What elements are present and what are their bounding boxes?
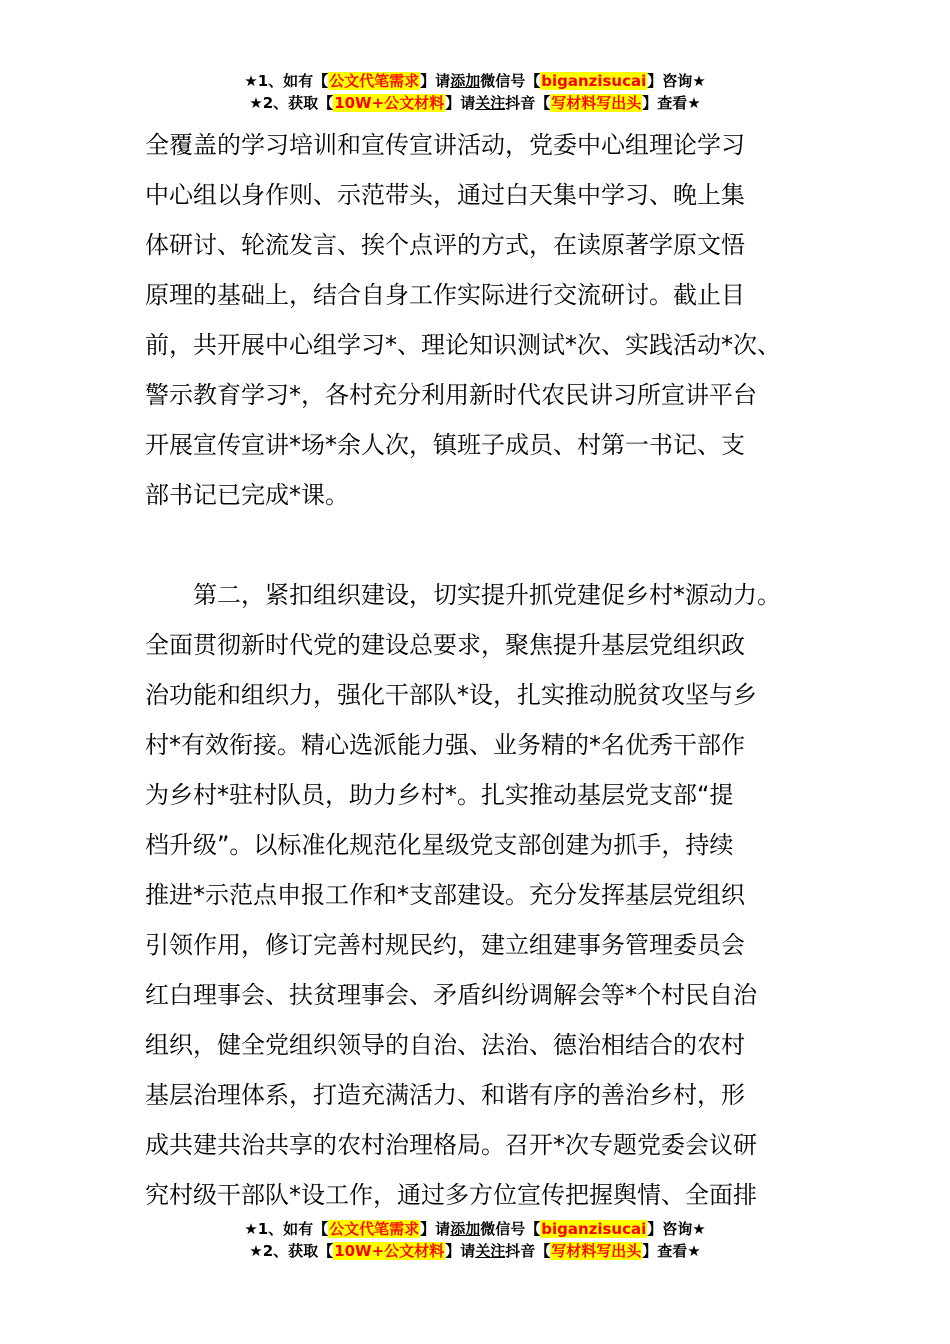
text-line: 红白理事会、扶贫理事会、矛盾纠纷调解会等*个村民自治	[145, 981, 757, 1009]
banner-highlight: 10W+公文材料	[334, 1242, 445, 1260]
text-line: 档升级”。以标准化规范化星级党支部创建为抓手，持续	[145, 831, 734, 859]
text-line: 引领作用，修订完善村规民约，建立组建事务管理委员会	[145, 931, 745, 959]
paragraph-2	[145, 570, 825, 1220]
banner-text: ★2、获取【	[249, 94, 334, 112]
banner-text: 】请	[420, 72, 451, 90]
banner-line-1	[0, 70, 950, 92]
banner-text: 】查看★	[642, 1242, 701, 1260]
banner-highlight: 写材料写出头	[551, 1242, 642, 1260]
banner-underlined: 添加	[450, 1220, 481, 1238]
banner-text: 微信号【	[480, 72, 541, 90]
banner-line-2	[0, 1240, 950, 1262]
banner-text: 抖音【	[505, 94, 551, 112]
text-line: 究村级干部队*设工作，通过多方位宣传把握舆情、全面排	[145, 1181, 757, 1209]
text-line: 全面贯彻新时代党的建设总要求，聚焦提升基层党组织政	[145, 631, 745, 659]
text-line: 警示教育学习*，各村充分利用新时代农民讲习所宣讲平台	[145, 381, 757, 409]
text-line: 基层治理体系，打造充满活力、和谐有序的善治乡村，形	[145, 1081, 745, 1109]
banner-underlined: 关注	[475, 1242, 506, 1260]
footer-banner	[0, 1218, 950, 1262]
banner-text: ★1、如有【	[244, 72, 329, 90]
text-line: 推进*示范点申报工作和*支部建设。充分发挥基层党组织	[145, 881, 745, 909]
text-line: 成共建共治共享的农村治理格局。召开*次专题党委会议研	[145, 1131, 757, 1159]
text-line: 为乡村*驻村队员，助力乡村*。扎实推动基层党支部“提	[145, 781, 734, 809]
text-line: 村*有效衔接。精心选派能力强、业务精的*名优秀干部作	[145, 731, 745, 759]
text-line: 组织，健全党组织领导的自治、法治、德治相结合的农村	[145, 1031, 745, 1059]
banner-text: 】咨询★	[647, 72, 706, 90]
text-line: 中心组以身作则、示范带头，通过白天集中学习、晚上集	[145, 181, 745, 209]
text-line: 开展宣传宣讲*场*余人次，镇班子成员、村第一书记、支	[145, 431, 745, 459]
text-line: 原理的基础上，结合自身工作实际进行交流研讨。截止目	[145, 281, 745, 309]
paragraph-1	[145, 120, 825, 520]
banner-highlight: biganzisucai	[541, 1220, 647, 1238]
banner-text: 】查看★	[642, 94, 701, 112]
banner-text: 微信号【	[480, 1220, 541, 1238]
banner-text: 】请	[420, 1220, 451, 1238]
banner-highlight: biganzisucai	[541, 72, 647, 90]
text-line: 体研讨、轮流发言、挨个点评的方式，在读原著学原文悟	[145, 231, 745, 259]
banner-highlight: 公文代笔需求	[329, 1220, 420, 1238]
header-banner	[0, 70, 950, 114]
banner-underlined: 添加	[450, 72, 481, 90]
text-line: 部书记已完成*课。	[145, 481, 349, 509]
banner-text: ★2、获取【	[249, 1242, 334, 1260]
banner-highlight: 写材料写出头	[551, 94, 642, 112]
banner-highlight: 10W+公文材料	[334, 94, 445, 112]
banner-text: 】请	[445, 94, 476, 112]
text-line: 前，共开展中心组学习*、理论知识测试*次、实践活动*次、	[145, 331, 781, 359]
text-line: 全覆盖的学习培训和宣传宣讲活动，党委中心组理论学习	[145, 131, 745, 159]
banner-line-2	[0, 92, 950, 114]
banner-underlined: 关注	[475, 94, 506, 112]
banner-text: 】请	[445, 1242, 476, 1260]
text-line: 治功能和组织力，强化干部队*设，扎实推动脱贫攻坚与乡	[145, 681, 757, 709]
banner-highlight: 公文代笔需求	[329, 72, 420, 90]
banner-text: ★1、如有【	[244, 1220, 329, 1238]
banner-text: 抖音【	[505, 1242, 551, 1260]
banner-text: 】咨询★	[647, 1220, 706, 1238]
banner-line-1	[0, 1218, 950, 1240]
text-line: 第二，紧扣组织建设，切实提升抓党建促乡村*源动力。	[145, 581, 781, 609]
